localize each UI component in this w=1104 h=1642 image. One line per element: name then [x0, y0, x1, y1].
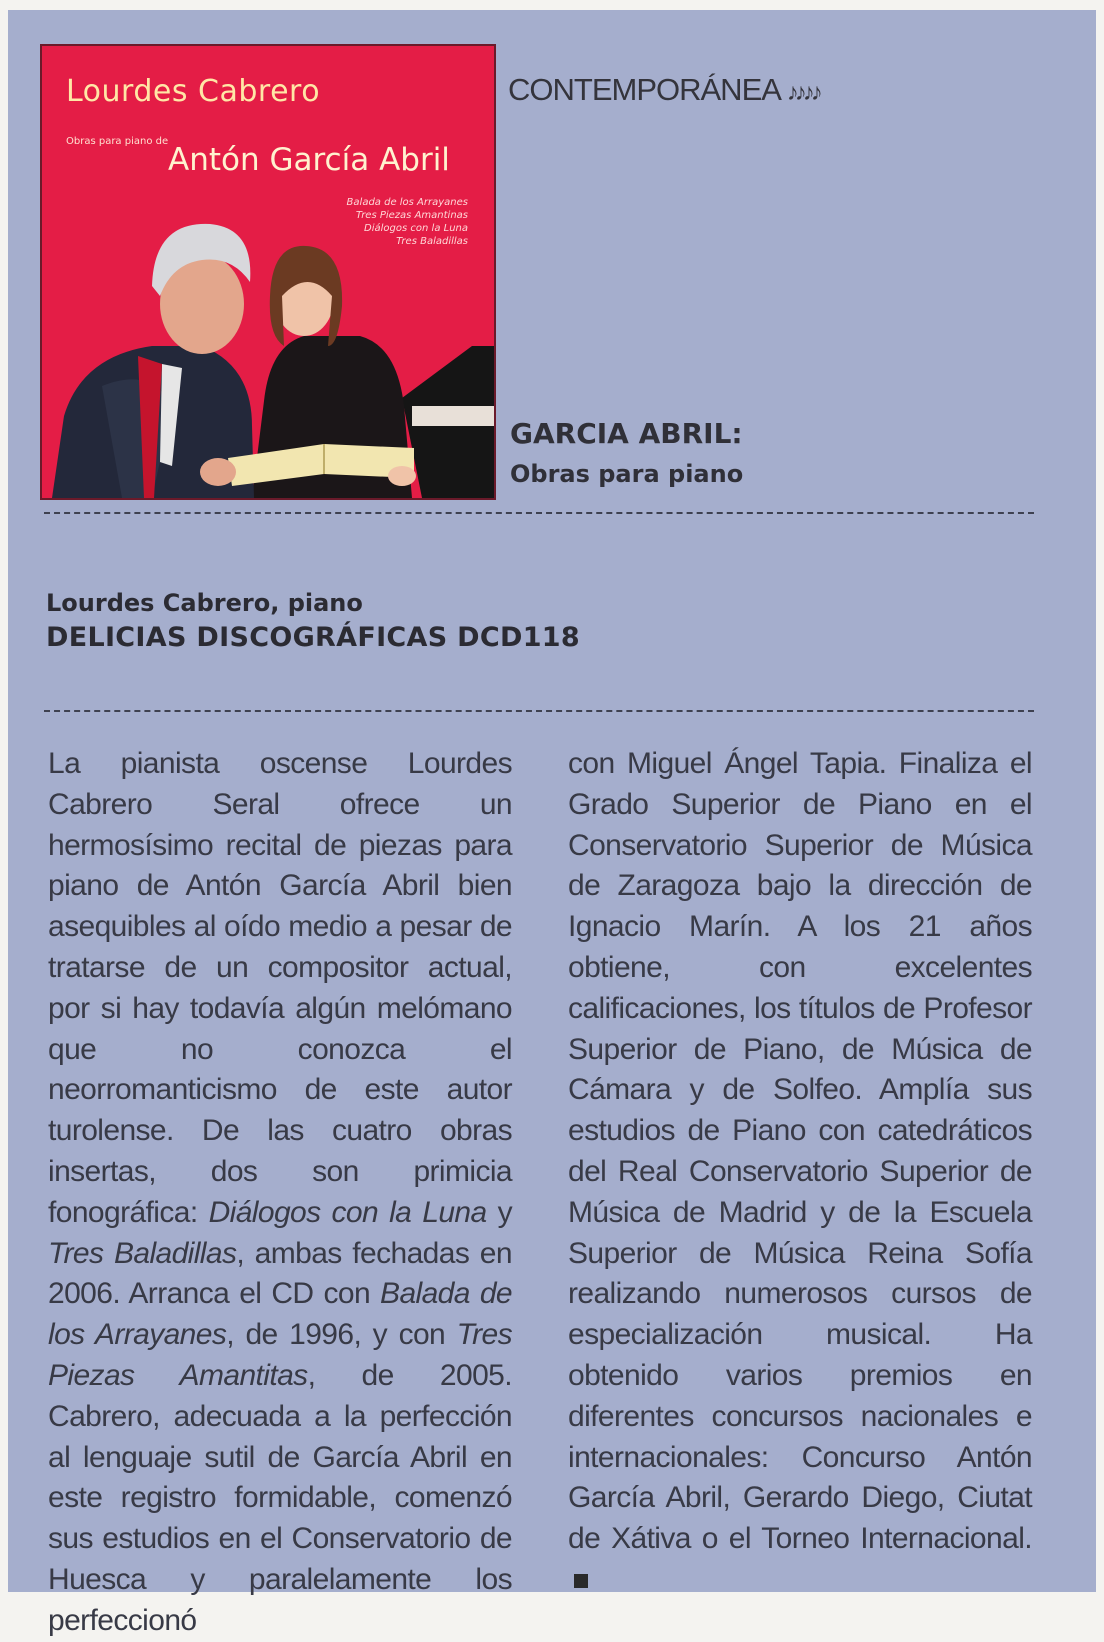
work-title: Diálogos con la Luna [208, 1195, 487, 1229]
body-column-right [568, 744, 1032, 1601]
body-paragraph [568, 744, 1032, 1601]
cover-artist-name: Lourdes Cabrero [66, 74, 321, 109]
divider [44, 710, 1034, 712]
body-text: , ambas fechadas en 2006. Arranca el CD con [48, 1236, 512, 1311]
body-text: y [486, 1195, 512, 1229]
work-title: Tres Piezas Amantitas [48, 1318, 512, 1392]
cover-subtitle: Obras para piano de [66, 136, 169, 147]
cover-works-list [347, 196, 468, 248]
cover-photo [42, 46, 494, 498]
cover-work: Tres Piezas Amantinas [355, 210, 468, 221]
review-title-block [510, 414, 743, 494]
performer-block [46, 586, 580, 656]
body-text: , de 1996, y con [226, 1318, 457, 1352]
cover-work: Balada de los Arrayanes [346, 197, 468, 208]
album-cover [40, 44, 496, 500]
work-title: Tres Baladillas [48, 1236, 237, 1270]
cover-work: Tres Baladillas [396, 236, 468, 247]
music-notes-rating-icon: ♪♪♪♪ [786, 79, 819, 106]
body-column-left [48, 744, 512, 1642]
cover-work: Diálogos con la Luna [364, 223, 468, 234]
body-text: con Miguel Ángel Tapia. Finaliza el Grado Superior de Piano en el Conservatorio Superior de Música de Zaragoza bajo la dirección de Ignacio Marín. A los 21 años obtiene, con excelentes calificaciones, los títulos de Profesor Superior de Piano, de Música de Cámara y de Solfeo. Amplía sus estudios de Piano con catedráticos del Real Conservatorio Superior de Música de Madrid y de la Escuela Superior de Música Reina Sofía realizando numerosos cursos de especialización musical. Ha obtenido varios premios en diferentes concursos nacionales e internacionales: Concurso Antón García Abril, Gerardo Diego, Ciutat de Xátiva o el Torneo Internacional. [568, 747, 1032, 1556]
review-title: GARCIA ABRIL: [510, 417, 743, 450]
end-of-article-icon [574, 1574, 588, 1588]
body-text: La pianista oscense Lourdes Cabrero Seral ofrece un hermosísimo recital de piezas para piano de Antón García Abril bien asequibles al oído medio a pesar de tratarse de un compositor actual, por si hay todavía algún melómano que no conozca el neorromanticismo de este autor turolense. De las cuatro obras insertas, dos son primicia fonográfica: [48, 747, 512, 1229]
magazine-page [8, 10, 1096, 1637]
performer-credit: Lourdes Cabrero, piano [46, 589, 363, 617]
divider [44, 512, 1034, 514]
cover-composer-name: Antón García Abril [168, 142, 450, 178]
rating-heading [508, 72, 819, 108]
body-text: , de 2005. Cabrero, adecuada a la perfección al lenguaje sutil de García Abril en este registro formidable, comenzó sus estudios en el Conservatorio de Huesca y paralelamente los perfeccionó [48, 1358, 512, 1637]
record-label: DELICIAS DISCOGRÁFICAS DCD118 [46, 622, 580, 653]
review-subtitle: Obras para piano [510, 460, 744, 488]
category-label: CONTEMPORÁNEA [508, 72, 781, 107]
body-paragraph [48, 744, 512, 1642]
work-title: Balada de los Arrayanes [48, 1277, 512, 1352]
